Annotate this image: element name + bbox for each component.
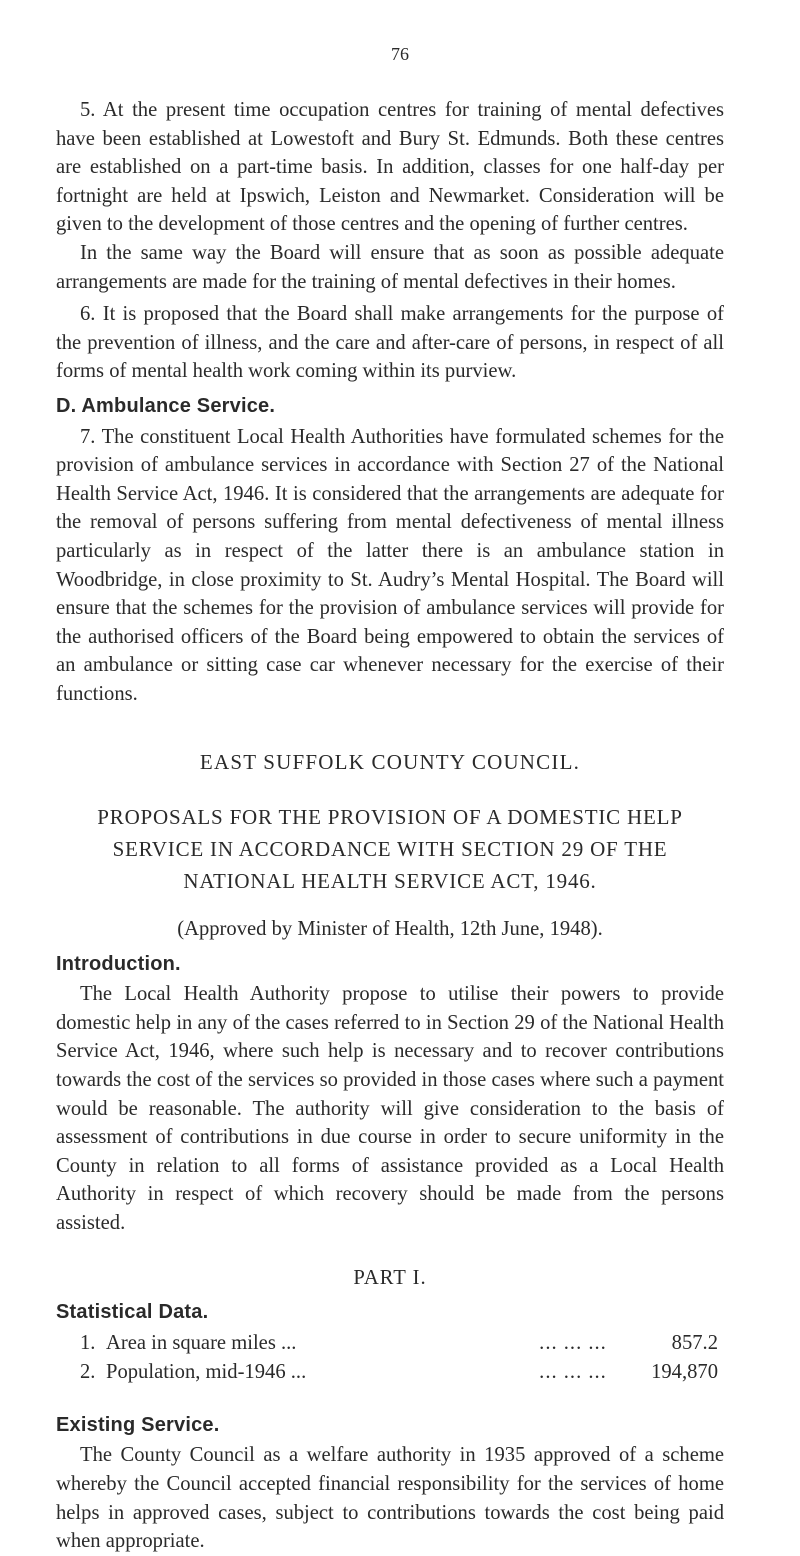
stat-number: 1. (80, 1331, 96, 1354)
stat-row (80, 1358, 718, 1387)
page-number: 76 (391, 44, 409, 64)
approval-note: (Approved by Minister of Health, 12th June, 1948). (177, 918, 603, 941)
existing-service-text: The County Council as a welfare authority in 1935 approved of a scheme whereby the Council accepted financial responsibility for the services of home helps in approved cases, subject to contributions towards the cost being paid when appropriate. (56, 1444, 724, 1553)
document-body (56, 96, 724, 1556)
part-heading: PART I. (353, 1266, 427, 1289)
paragraph-7: 7. The constituent Local Health Authorities have formulated schemes for the provision of ambulance services in accordance with Section 27 of the National Health Service Act, 1946. It is considered that the arrangements are adequate for the removal of persons suffering from mental defectiveness of mental illness particularly as in respect of the latter there is an ambulance station in Woodbridge, in close proximity to St. Audry’s Mental Hospital. The Board will ensure that the schemes for the provision of ambulance services will provide for the authorised officers of the Board being empowered to obtain the services of an ambulance or sitting case car whenever necessary for the exercise of their functions. (56, 425, 724, 705)
stat-value: 194,870 (651, 1360, 718, 1383)
council-heading: EAST SUFFOLK COUNTY COUNCIL. (199, 750, 581, 775)
stat-leader: ... ... ... (539, 1360, 607, 1383)
paragraph-6: 6. It is proposed that the Board shall make arrangements for the purpose of the prevention of illness, and the care and after-care of persons, in respect of all forms of mental health work coming within its purview. (56, 303, 724, 383)
stat-label: Population, mid-1946 ... (106, 1360, 307, 1383)
statistics-table (80, 1329, 718, 1387)
introduction-heading: Introduction. (56, 952, 181, 975)
proposal-heading: PROPOSALS FOR THE PROVISION OF A DOMESTIC HELP SERVICE IN ACCORDANCE WITH SECTION 29 OF THE NATIONAL HEALTH SERVICE ACT, 1946. (97, 805, 683, 894)
paragraph-5-continued: In the same way the Board will ensure that as soon as possible adequate arrangements are made for the training of mental defectives in their homes. (56, 241, 724, 293)
stat-leader: ... ... ... (539, 1331, 607, 1354)
introduction-text: The Local Health Authority propose to utilise their powers to provide domestic help in any of the cases referred to in Section 29 of the National Health Service Act, 1946, where such help is necessary and to recover contributions towards the cost of the services so provided in those cases where such a payment would be reasonable. The authority will give consideration to the basis of assessment of contributions in due course in order to secure uniformity in the County in relation to all forms of assistance provided as a Local Health Authority in respect of which recovery should be made from the persons assisted. (56, 983, 724, 1234)
statistical-heading: Statistical Data. (56, 1301, 209, 1324)
stat-value: 857.2 (671, 1331, 718, 1354)
stat-row (80, 1329, 718, 1358)
paragraph-5: 5. At the present time occupation centres for training of mental defectives have been established at Lowestoft and Bury St. Edmunds. Both these centres are established on a part-time basis. In addition, classes for one half-day per fortnight are held at Ipswich, Leiston and Newmarket. Consideration will be given to the development of those centres and the opening of further centres. (56, 99, 724, 236)
section-d-heading: D. Ambulance Service. (56, 394, 276, 417)
stat-number: 2. (80, 1360, 96, 1383)
stat-label: Area in square miles ... (106, 1331, 297, 1354)
existing-service-heading: Existing Service. (56, 1413, 220, 1436)
